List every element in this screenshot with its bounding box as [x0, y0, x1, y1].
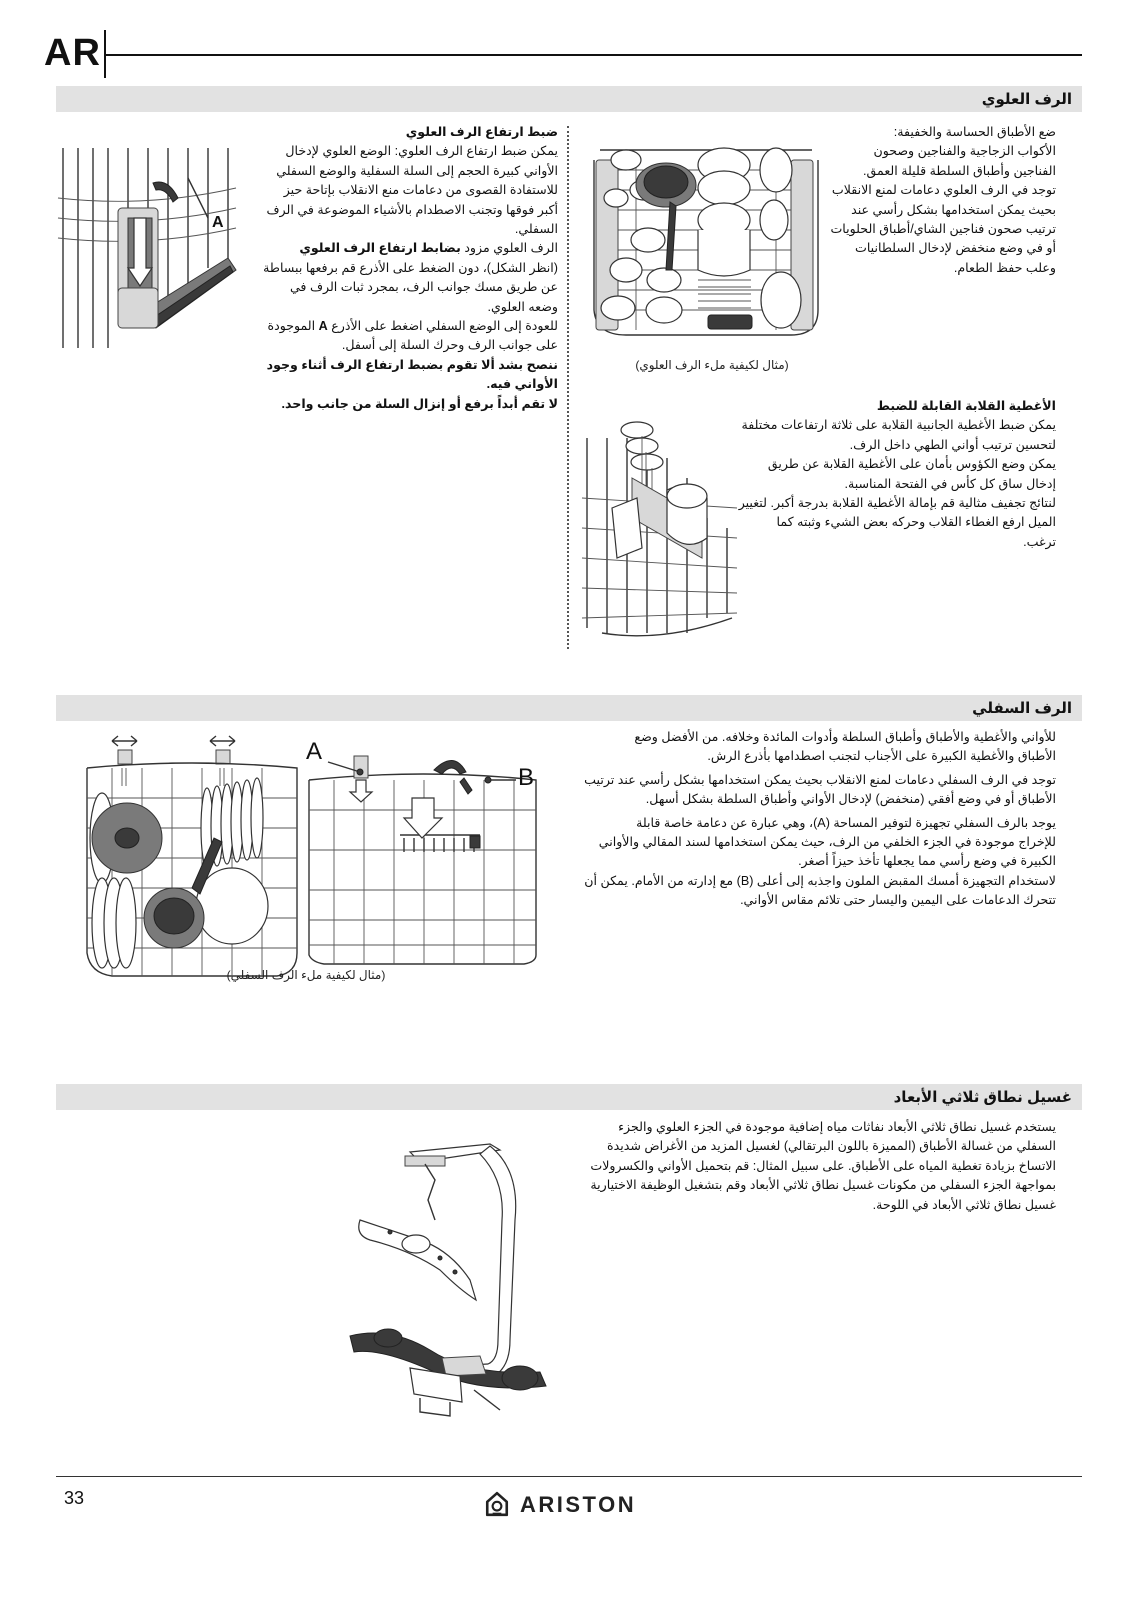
- lower-rack-text: [496, 728, 1056, 911]
- lower-rack-loaded-illustration: [82, 738, 302, 988]
- text-line: يوجد بالرف السفلي تجهيزة لتوفير المساحة (A)، وهي عبارة عن دعامة خاصة قابلة: [636, 815, 1056, 830]
- text-line: يمكن ضبط ارتفاع الرف العلوي: الوضع العلوي لإدخال: [285, 144, 558, 159]
- ariston-house-icon: [484, 1491, 510, 1517]
- text-line: بمواجهة الجزء السفلي من مكونات غسيل نطاق ثلاثي الأبعاد وقم بتشغيل الوظيفة الاختيارية: [590, 1178, 1056, 1193]
- warning-text: ننصح بشد ألا تقوم بضبط ارتفاع الرف أثناء وجود: [266, 357, 558, 372]
- text-line: أكبر فوقها وتجنب الاصطدام بالأشياء الموضوعة في الرف: [266, 202, 558, 217]
- text-line: الأطباق أو في وضع أفقي (منخفض) لإدخال الأواني وأطباق السلطة بشكل أسهل.: [645, 792, 1056, 807]
- text-line: للأواني والأغطية والأطباق وأطباق السلطة وأدوات المائدة وخلافه. من الأفضل وضع: [634, 730, 1056, 744]
- text-line: توجد في الرف العلوي دعامات لمنع الانقلاب: [831, 183, 1056, 198]
- text-line: للإخراج موجودة في الجزء الخلفي من الرف، حيث يمكن استخدامها لسند المقالي والأواني: [598, 835, 1056, 850]
- warning-text: الأواني فيه.: [486, 377, 558, 392]
- lower-rack-caption: (مثال لكيفية ملء الرف السفلي): [226, 968, 386, 982]
- text-line: ترتيب صحون فناجين الشاي/أطباق الحلويات: [830, 222, 1056, 237]
- text-line: إدخال ساق كل كأس في الفتحة المناسبة.: [844, 476, 1056, 491]
- text-line: الرف العلوي مزود بضابط ارتفاع الرف العلوي: [299, 241, 558, 256]
- text-line: توجد في الرف السفلي دعامات لمنع الانقلاب بحيث يمكن استخدامها بشكل رأسي عند ترتيب: [584, 772, 1056, 787]
- text-line: لاستخدام التجهيزة أمسك المقبض الملون واجذبه إلى أعلى (B) مع إدارته من الأمام. يمكن أن: [584, 873, 1056, 888]
- text-line: ضع الأطباق الحساسة والخفيفة:: [893, 125, 1056, 139]
- text-line: ترغب.: [1023, 534, 1056, 549]
- flaps-title: الأغطية القلابة القابلة للضبط: [876, 399, 1056, 413]
- text-line: للعودة إلى الوضع السفلي اضغط على الأذرع A الموجودة: [267, 319, 558, 334]
- text-line: أو في وضع منخفض لإدخال السلطانيات: [854, 241, 1056, 256]
- language-code: AR: [44, 32, 101, 74]
- upper-rack-illustration: [586, 130, 826, 355]
- wash-3d-title: غسيل نطاق ثلاثي الأبعاد: [893, 1089, 1072, 1106]
- upper-rack-caption: (مثال لكيفية ملء الرف العلوي): [635, 358, 789, 372]
- spray-arm-illustration: [350, 1140, 560, 1430]
- flaps-illustration: [582, 418, 742, 648]
- text-line: يمكن وضع الكؤوس بأمان على الأغطية القلابة عن طريق: [767, 457, 1056, 472]
- support-leader-lines: [320, 748, 520, 788]
- text-line: على جوانب الرف وحرك السلة إلى أسفل.: [341, 338, 558, 353]
- upper-rack-title: الرف العلوي: [981, 91, 1072, 108]
- text-line: غسيل نطاق ثلاثي الأبعاد في اللوحة.: [872, 1197, 1056, 1212]
- support-label-b: B: [518, 764, 535, 791]
- text-line: السفلي.: [514, 222, 558, 237]
- text-line: وضعه العلوي.: [487, 299, 558, 314]
- text-line: وعلب حفظ الطعام.: [953, 260, 1056, 275]
- upper-rack-intro: [786, 123, 1056, 278]
- upper-rack-title-bar: [56, 86, 1082, 112]
- text-line: الميل ارفع الغطاء القلاب وحركه بعض الشيء وثبته كما: [776, 515, 1056, 530]
- wash-3d-text: [496, 1118, 1056, 1215]
- figure-label-a: A: [212, 214, 224, 231]
- warning-text: لا تقم أبداً برفع أو إنزال السلة من جانب واحد.: [281, 396, 558, 411]
- text-line: السفلي من غسالة الأطباق (المميزة باللون البرتقالي) لغسيل المزيد من الأغراض شديدة: [607, 1139, 1056, 1154]
- text-line: عن طريق مسك جوانب الرف، بمجرد ثبات الرف في: [289, 280, 558, 295]
- text-line: الأكواب الزجاجية والفناجين وصحون: [873, 144, 1056, 159]
- text-line: الكبيرة في وضع رأسي مما يجعلها تأخذ حيزاً أصغر.: [798, 854, 1056, 869]
- header-rule: [106, 54, 1082, 56]
- footer-rule: [56, 1476, 1082, 1477]
- text-line: الأطباق والأغطية الكبيرة على الأجناب لتجنب اصطدامها بأذرع الرش.: [707, 749, 1056, 764]
- text-line: لتحسين ترتيب أواني الطهي داخل الرف.: [849, 437, 1056, 452]
- brand-name: ARISTON: [520, 1492, 637, 1517]
- height-adjust-title: ضبط ارتفاع الرف العلوي: [405, 125, 558, 139]
- text-line: (انظر الشكل)، دون الضغط على الأذرع قم برفعها ببساطة: [263, 260, 558, 275]
- height-adjust-text: [234, 123, 558, 414]
- column-divider: [567, 126, 569, 649]
- text-line: بحيث يمكن استخدامها بشكل رأسي عند: [851, 202, 1056, 217]
- text-line: الأواني كبيرة الحجم إلى السلة السفلية والوضع السفلي: [276, 163, 558, 178]
- lower-rack-title-bar: [56, 695, 1082, 721]
- support-label-a: A: [306, 738, 323, 765]
- text-line: الفناجين وأطباق السلطة قليلة العمق.: [863, 163, 1056, 178]
- height-adjuster-illustration: [58, 138, 238, 358]
- text-line: الاتساخ بزيادة تغطية المياه على الأطباق. على سبيل المثال: قم بتحميل الأواني والكسرولات: [590, 1158, 1056, 1173]
- text-line: يمكن ضبط الأغطية الجانبية القلابة على ثلاثة ارتفاعات مختلفة: [741, 418, 1056, 433]
- page-number: 33: [64, 1488, 85, 1508]
- text-line: تتحرك الدعامات على اليمين واليسار حتى تلائم مقاس الأواني.: [740, 893, 1056, 908]
- lower-rack-title: الرف السفلي: [972, 700, 1072, 717]
- text-line: لنتائج تجفيف مثالية قم بإمالة الأغطية القلابة بدرجة أكبر. لتغيير: [738, 496, 1056, 511]
- text-line: للاستفادة القصوى من دعامات منع الانقلاب بإتاحة حيز: [283, 183, 558, 198]
- text-line: يستخدم غسيل نطاق ثلاثي الأبعاد نفاثات مياه إضافية موجودة في الجزء العلوي والجزء: [618, 1120, 1056, 1134]
